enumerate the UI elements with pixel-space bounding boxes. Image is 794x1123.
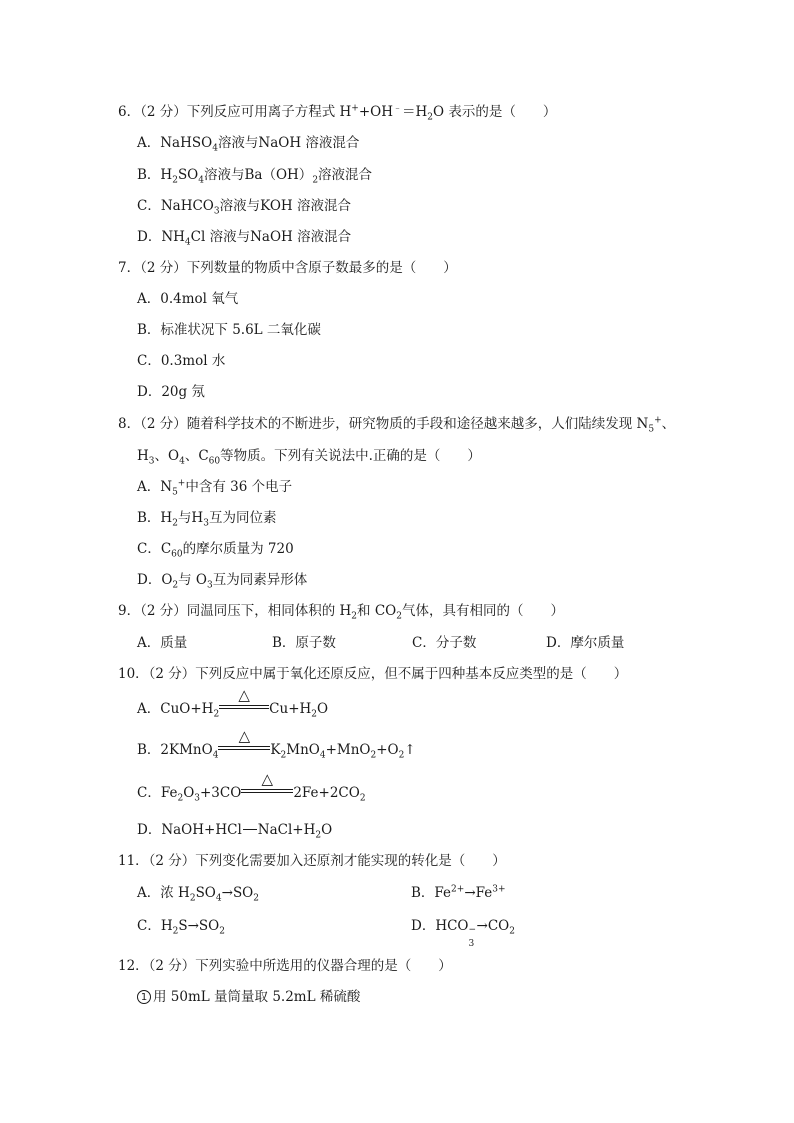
q9-option-a[interactable]: A．质量 [137, 635, 188, 651]
opt-sub: 4 [212, 750, 219, 761]
opt-text: O [183, 785, 195, 801]
question-12-stem: 12．（2 分）下列实验中所选用的仪器合理的是（ ） [118, 958, 452, 974]
opt-sub: 2 [172, 175, 178, 186]
ion-sup: − [468, 925, 477, 935]
opt-sub: 2 [370, 750, 377, 761]
q8-sub: 5 [648, 424, 655, 435]
opt-text: D． [411, 918, 436, 934]
heat-equals-sign [218, 727, 270, 755]
opt-text: ↑ [404, 742, 416, 758]
q11-option-a[interactable] [137, 884, 259, 902]
q10-option-b[interactable] [137, 727, 416, 761]
opt-sub: 2 [311, 709, 318, 720]
opt-text: 溶液与KOH 溶液混合 [219, 198, 351, 214]
opt-text: 中含有 36 个电子 [185, 479, 293, 495]
q6-sup: + [351, 103, 359, 114]
opt-sub: 2 [219, 926, 225, 937]
opt-text: D．NaOH+HCl [137, 822, 242, 838]
circled-number-icon: 1 [137, 990, 151, 1004]
opt-sub: 2 [359, 793, 366, 804]
reaction-dash [243, 829, 257, 830]
q7-option-c[interactable]: C．0.3mol 水 [137, 353, 226, 369]
opt-text: 的摩尔质量为 720 [182, 541, 294, 557]
q7-option-d[interactable]: D．20g 氖 [137, 384, 205, 400]
q6-option-d[interactable] [137, 228, 351, 246]
q6-stem-part: ＝H [402, 104, 428, 120]
opt-text: SO [195, 885, 216, 901]
q8-option-a[interactable] [137, 478, 292, 496]
opt-sub: 3 [213, 206, 220, 217]
opt-text: 与H [177, 510, 204, 526]
opt-text: A．N [137, 479, 173, 495]
item-text: 用 50mL 量筒量取 5.2mL 稀硫酸 [153, 989, 361, 1005]
question-6-stem [118, 103, 556, 121]
q9-option-b[interactable]: B．原子数 [272, 635, 336, 651]
opt-text: C．Fe [137, 785, 178, 801]
opt-text: 溶液混合 [318, 167, 373, 183]
heat-equals-sign [241, 770, 293, 798]
opt-text: NaCl+H [257, 822, 316, 838]
heat-triangle-icon: △ [261, 770, 274, 788]
q8-sub: 4 [179, 456, 185, 467]
opt-sub: 2 [253, 893, 259, 904]
q12-item-1 [137, 988, 360, 1006]
opt-text: 溶液与Ba（OH） [204, 167, 313, 183]
opt-text: D．NH [137, 229, 185, 245]
question-9-stem [118, 602, 564, 620]
opt-sub: 2 [172, 518, 178, 529]
q8-stem-part: 、O [154, 448, 180, 464]
opt-sub: 2 [312, 175, 319, 186]
q8-sub: 3 [148, 456, 155, 467]
opt-text: 与 O [178, 572, 207, 588]
q6-stem-part: 6．（2 分）下列反应可用离子方程式 H [118, 104, 352, 120]
opt-text: 溶液与NaOH 溶液混合 [217, 135, 360, 151]
opt-text: SO [232, 885, 254, 901]
q10-option-d[interactable] [137, 821, 332, 839]
q8-stem-part: 等物质。下列有关说法中.正确的是（ ） [220, 448, 481, 464]
opt-text: B．Fe [411, 885, 452, 901]
opt-text: O [317, 701, 329, 717]
opt-text: A．浓 H [137, 885, 190, 901]
question-11-stem: 11．（2 分）下列变化需要加入还原剂才能实现的转化是（ ） [118, 853, 506, 869]
q6-option-c[interactable] [137, 197, 351, 215]
opt-sup: + [177, 478, 186, 489]
opt-sub: 2 [509, 926, 515, 937]
opt-text: B．H [137, 167, 173, 183]
opt-sub: 4 [319, 750, 326, 761]
ion-text: HCO [435, 918, 469, 934]
opt-sub: 4 [215, 893, 222, 904]
q8-sub: 60 [208, 456, 221, 467]
arrow-icon: → [221, 885, 233, 901]
opt-text: S [178, 918, 188, 934]
ion-sub: 3 [468, 939, 475, 949]
opt-text: B．H [137, 510, 173, 526]
bicarbonate-ion [435, 917, 477, 949]
q10-option-c[interactable] [137, 770, 366, 804]
arrow-icon: → [187, 918, 199, 934]
q9-option-c[interactable]: C．分子数 [412, 635, 477, 651]
opt-text: +MnO [325, 742, 371, 758]
opt-text: +O [376, 742, 399, 758]
opt-sup: 2+ [451, 884, 465, 895]
opt-text: SO [177, 167, 199, 183]
q9-sub: 2 [351, 611, 358, 622]
opt-sub: 2 [398, 750, 405, 761]
opt-sub: 4 [184, 237, 191, 248]
heat-equals-sign [219, 686, 269, 714]
opt-sub: 60 [171, 549, 183, 560]
q8-stem-part: 、 [661, 416, 676, 432]
q8-option-b[interactable] [137, 509, 276, 527]
opt-text: +3CO [200, 785, 242, 801]
opt-text: D．O [137, 572, 173, 588]
q6-option-b[interactable] [137, 166, 372, 184]
opt-sub: 3 [194, 793, 200, 804]
opt-text: O [321, 822, 333, 838]
heat-triangle-icon: △ [238, 686, 250, 704]
q7-option-a[interactable]: A．0.4mol 氧气 [137, 291, 239, 307]
q8-stem-part: 、C [184, 448, 209, 464]
q9-option-d[interactable]: D．摩尔质量 [546, 635, 625, 651]
q8-stem-part: 8．（2 分）随着科学技术的不断进步，研究物质的手段和途径越来越多，人们陆续发现 N [118, 416, 649, 432]
opt-text: C．H [137, 918, 173, 934]
q7-option-b[interactable]: B．标准状况下 5.6L 二氧化碳 [137, 322, 321, 338]
question-8-stem-line2 [137, 447, 481, 465]
opt-sub: 4 [212, 143, 218, 154]
opt-text: 2Fe+2CO [293, 785, 360, 801]
opt-sub: 3 [207, 580, 213, 591]
opt-text: C．NaHCO [137, 198, 214, 214]
q6-sup: ﹣ [393, 103, 403, 114]
question-7-stem: 7．（2 分）下列数量的物质中含原子数最多的是（ ） [118, 260, 457, 276]
q10-option-a[interactable] [137, 686, 329, 720]
q9-sub: 2 [396, 611, 402, 622]
arrow-icon: → [464, 885, 476, 901]
opt-sub: 3 [203, 518, 209, 529]
question-10-stem: 10．（2 分）下列反应中属于氧化还原反应，但不属于四种基本反应类型的是（ ） [118, 666, 628, 682]
opt-sub: 2 [213, 709, 220, 720]
q6-stem-part: O 表示的是（ ） [433, 104, 557, 120]
opt-sub: 2 [172, 926, 179, 937]
opt-sub: 2 [177, 793, 184, 804]
opt-sub: 2 [172, 580, 179, 591]
q8-option-d[interactable] [137, 571, 307, 589]
opt-text: Fe [475, 885, 493, 901]
opt-text: SO [198, 918, 220, 934]
opt-sub: 2 [315, 830, 322, 841]
q6-sub: 2 [427, 112, 434, 123]
question-8-stem-line1 [118, 415, 675, 433]
q9-stem-part: 9．（2 分）同温同压下，相同体积的 H [118, 603, 352, 619]
q11-option-d[interactable] [411, 917, 515, 949]
opt-sub: 4 [198, 175, 204, 186]
q8-sup: + [654, 415, 662, 426]
opt-text: A．NaHSO [137, 135, 213, 151]
opt-text: CO [487, 918, 510, 934]
opt-sub: 5 [172, 487, 178, 498]
q11-option-c[interactable] [137, 917, 225, 935]
opt-text: B．2KMnO [137, 742, 213, 758]
opt-sub: 2 [280, 750, 287, 761]
q8-stem-part: H [137, 448, 149, 464]
q9-stem-part: 和 CO [357, 603, 397, 619]
q6-option-a[interactable] [137, 134, 359, 152]
opt-text: A．CuO+H [137, 701, 214, 717]
opt-text: 互为同素异形体 [212, 572, 308, 588]
opt-text: Cu+H [269, 701, 312, 717]
arrow-icon: → [476, 918, 488, 934]
heat-triangle-icon: △ [238, 727, 251, 745]
opt-sub: 2 [189, 893, 196, 904]
q8-option-c[interactable] [137, 540, 294, 558]
q6-stem-part: +OH [358, 104, 393, 120]
opt-sup: 3+ [492, 884, 506, 895]
q9-stem-part: 气体，具有相同的（ ） [401, 603, 564, 619]
opt-text: Cl 溶液与NaOH 溶液混合 [190, 229, 352, 245]
opt-text: C．C [137, 541, 172, 557]
opt-text: MnO [286, 742, 320, 758]
opt-text: K [270, 742, 281, 758]
q11-option-b[interactable] [411, 884, 506, 902]
opt-text: 互为同位素 [208, 510, 277, 526]
